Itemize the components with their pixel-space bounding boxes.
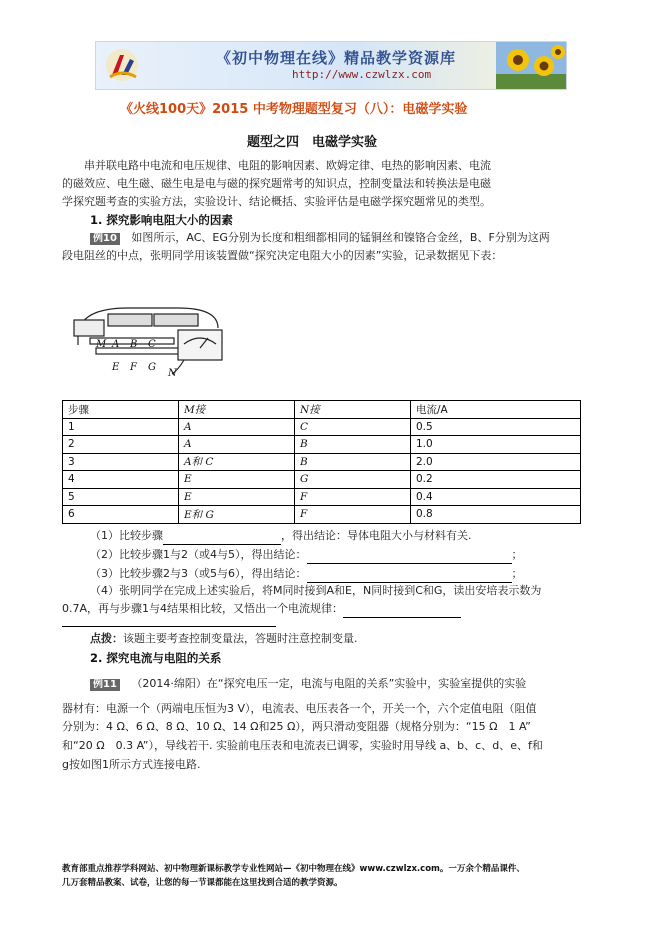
example-11-line-3: 分别为：4 Ω、6 Ω、8 Ω、10 Ω、14 Ω和25 Ω），两只滑动变阻器（规格分别为：“15 Ω 1 A”	[62, 720, 531, 733]
banner-title: 《初中物理在线》精品教学资源库	[216, 49, 457, 67]
header-n: N接	[295, 401, 411, 419]
cell-n: F	[295, 506, 411, 524]
sunflower-icon	[496, 42, 566, 89]
question-4-line-1: （4）张明同学在完成上述实验后，将M同时接到A和E，N同时接到C和G，读出安培表示数为	[90, 584, 542, 597]
header-current: 电流/A	[411, 401, 581, 419]
question-1	[90, 527, 472, 545]
question-2	[90, 546, 523, 564]
cell-m: E	[179, 471, 295, 489]
example-11-text-1: （2014·绵阳）在“探究电压一定，电流与电阻的关系”实验中，实验室提供的实验	[131, 677, 527, 690]
resistance-apparatus-diagram	[68, 300, 248, 378]
intro-paragraph	[62, 157, 491, 211]
table-row	[63, 471, 581, 489]
label-f: F	[130, 362, 137, 373]
heading-resistance-factors: 1. 探究影响电阻大小的因素	[90, 213, 233, 227]
footer-line-1: 教育部重点推荐学科网站、初中物理新课标教学专业性网站—《初中物理在线》www.czwlzx.com。一万余个精品课件、	[62, 864, 525, 874]
question-4-line-2	[62, 600, 461, 618]
table-row	[63, 436, 581, 454]
banner-url[interactable]: http://www.czwlzx.com	[292, 68, 432, 81]
intro-line-1: 串并联电路中电流和电压规律、电阻的影响因素、欧姆定律、电热的影响因素、电流	[84, 159, 491, 172]
question-3	[90, 565, 523, 583]
answer-blank-4[interactable]	[343, 617, 461, 618]
question-4-text: 0.7A，再与步骤1与4结果相比较，又悟出一个电流规律：	[62, 602, 344, 615]
cell-current: 0.4	[411, 488, 581, 506]
table-row	[63, 506, 581, 524]
question-3-end: ；	[511, 567, 523, 580]
example-11-line-1	[90, 675, 526, 693]
page-footer	[62, 862, 525, 890]
question-2-text: （2）比较步骤1与2（或4与5），得出结论：	[90, 548, 307, 561]
intro-line-3: 学探究题考查的实验方法，实验设计、结论概括、实验评估是电磁学探究题常见的类型。	[62, 195, 491, 208]
document-title: 《火线100天》2015 中考物理题型复习（八）：电磁学实验	[120, 102, 468, 117]
switch-block	[74, 320, 104, 336]
site-logo-icon	[104, 47, 140, 83]
tip-label: 点拨：	[90, 632, 123, 645]
cell-m: A和 C	[179, 453, 295, 471]
answer-blank-1[interactable]	[163, 544, 281, 545]
question-1-suffix: ，得出结论：导体电阻大小与材料有关.	[281, 529, 472, 542]
battery-1	[108, 314, 152, 326]
question-2-end: ；	[511, 548, 523, 561]
cell-m: A	[179, 436, 295, 454]
label-c: C	[148, 339, 156, 350]
example-10-line-1	[90, 229, 550, 247]
cell-current: 0.5	[411, 418, 581, 436]
cell-n: B	[295, 436, 411, 454]
heading-current-resistance: 2. 探究电流与电阻的关系	[90, 651, 222, 665]
divider-line	[62, 626, 276, 627]
wire-board-bottom	[96, 348, 180, 354]
tip-text: 该题主要考查控制变量法，答题时注意控制变量.	[123, 632, 358, 645]
tip-note	[90, 630, 358, 648]
example-10-tag: 例10	[90, 233, 120, 245]
cell-n: F	[295, 488, 411, 506]
section-title: 题型之四 电磁学实验	[247, 135, 378, 150]
cell-step: 6	[63, 506, 179, 524]
label-a: A	[112, 339, 120, 350]
intro-line-2: 的磁效应、电生磁、磁生电是电与磁的探究题常考的知识点，控制变量法和转换法是电磁	[62, 177, 491, 190]
cell-current: 1.0	[411, 436, 581, 454]
cell-m: E	[179, 488, 295, 506]
cell-step: 4	[63, 471, 179, 489]
cell-n: B	[295, 453, 411, 471]
header-banner	[95, 41, 567, 90]
example-11-tag: 例11	[90, 679, 120, 691]
cell-step: 3	[63, 453, 179, 471]
label-b: B	[130, 339, 138, 350]
table-header-row	[63, 401, 581, 419]
cell-step: 1	[63, 418, 179, 436]
example-11-line-5: g按如图1所示方式连接电路.	[62, 758, 201, 771]
example-11-line-2: 器材有：电源一个（两端电压恒为3 V），电流表、电压表各一个，开关一个，六个定值电阻（阻值	[62, 702, 537, 715]
answer-blank-2[interactable]	[307, 563, 512, 564]
question-1-prefix: （1）比较步骤	[90, 529, 163, 542]
battery-2	[154, 314, 198, 326]
example-11-line-4: 和“20 Ω 0.3 A”），导线若干. 实验前电压表和电流表已调零，实验时用导线 a、b、c、d、e、f和	[62, 739, 543, 752]
table-row	[63, 453, 581, 471]
label-n: N	[168, 368, 177, 378]
header-m: M接	[179, 401, 295, 419]
ammeter	[178, 330, 222, 360]
cell-n: C	[295, 418, 411, 436]
cell-step: 2	[63, 436, 179, 454]
cell-n: G	[295, 471, 411, 489]
cell-step: 5	[63, 488, 179, 506]
example-10-text-1: 如图所示，AC、EG分别为长度和粗细都相同的锰铜丝和镍铬合金丝，B、F分别为这两	[131, 231, 550, 244]
table-row	[63, 418, 581, 436]
question-3-text: （3）比较步骤2与3（或5与6），得出结论：	[90, 567, 307, 580]
cell-current: 2.0	[411, 453, 581, 471]
label-m: M	[96, 339, 107, 350]
cell-current: 0.8	[411, 506, 581, 524]
label-g: G	[148, 362, 156, 373]
header-step: 步骤	[63, 401, 179, 419]
cell-m: A	[179, 418, 295, 436]
cell-m: E和 G	[179, 506, 295, 524]
data-table	[62, 400, 581, 524]
example-10-line-2: 段电阻丝的中点，张明同学用该装置做“探究决定电阻大小的因素”实验，记录数据见下表：	[62, 249, 503, 262]
label-e: E	[112, 362, 120, 373]
footer-line-2: 几万套精品教案、试卷，让您的每一节课都能在这里找到合适的教学资源。	[62, 878, 343, 888]
cell-current: 0.2	[411, 471, 581, 489]
table-row	[63, 488, 581, 506]
